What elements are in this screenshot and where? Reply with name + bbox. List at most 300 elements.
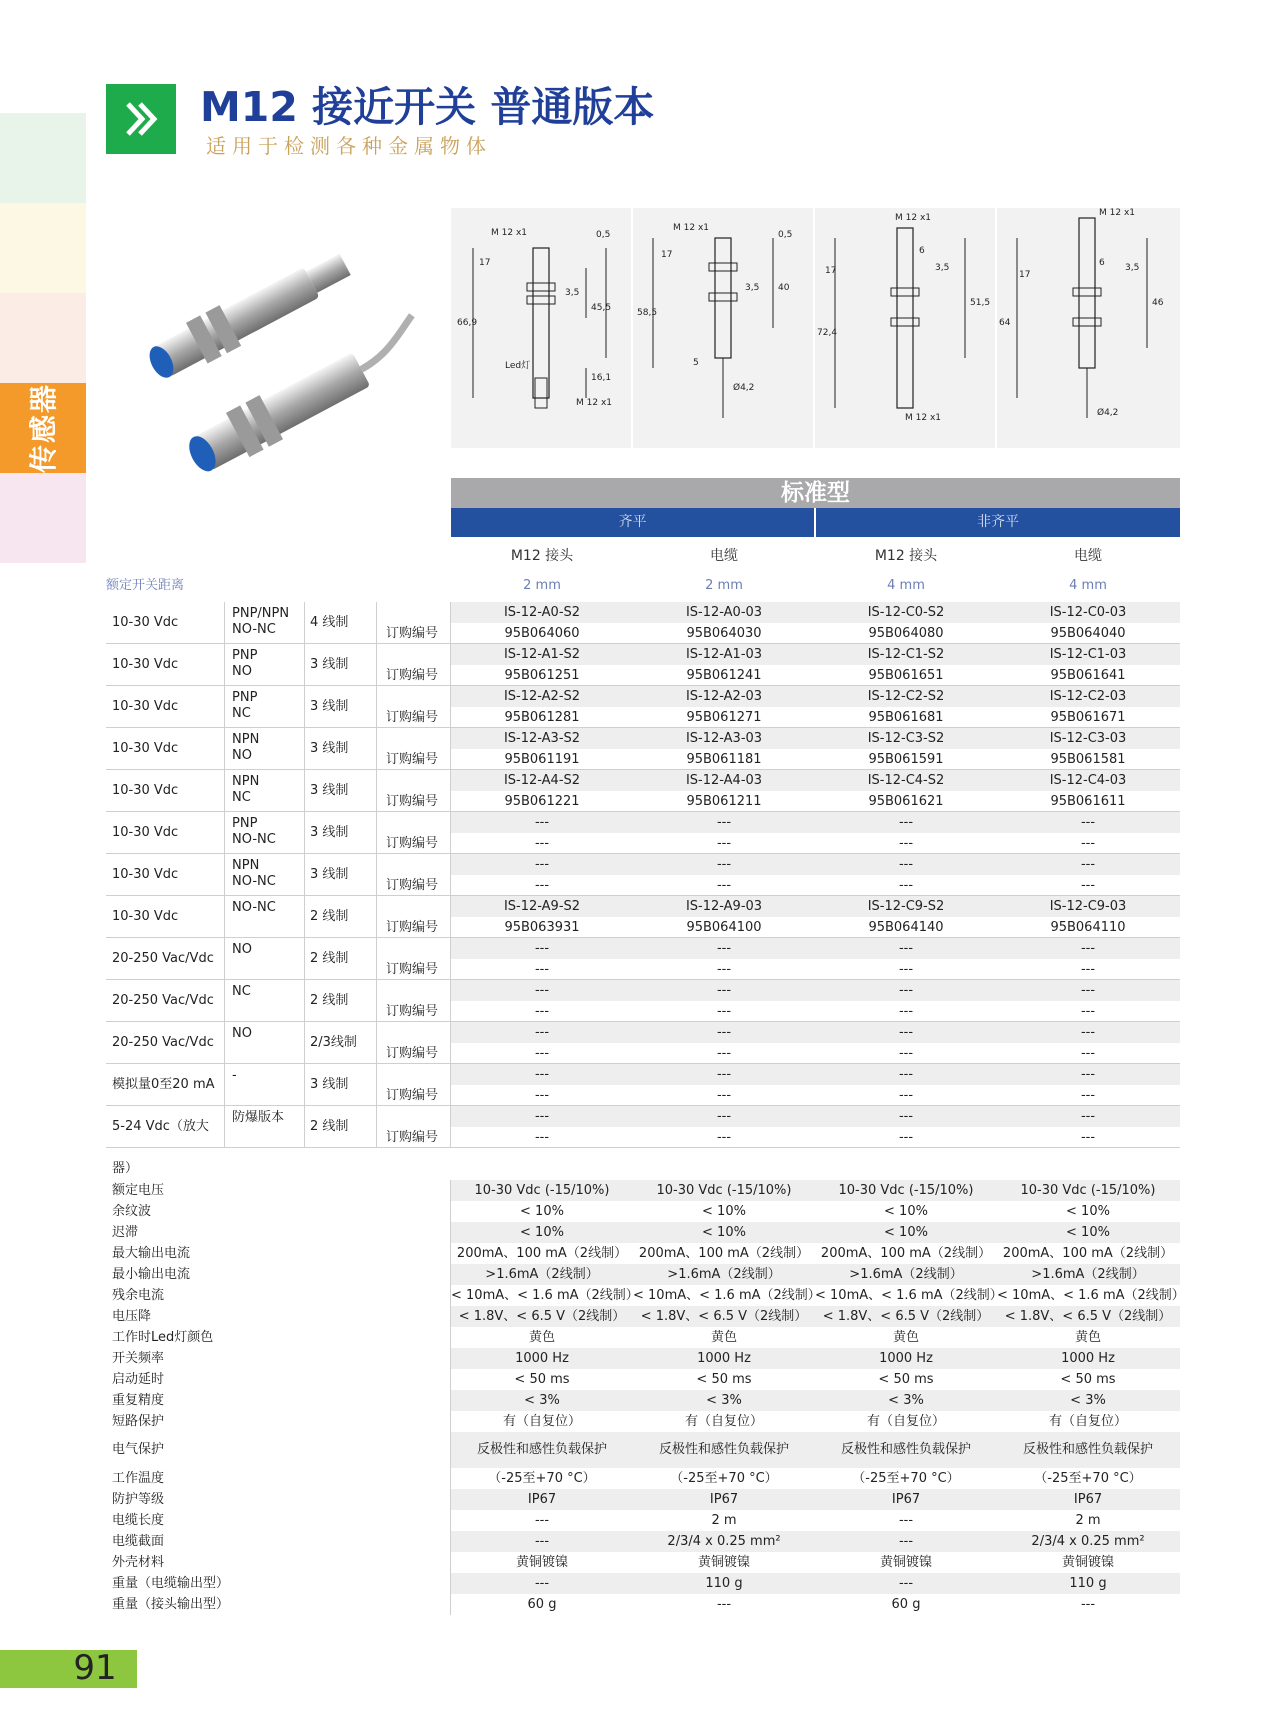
voltage-cell: 10-30 Vdc	[112, 741, 179, 756]
wire-cell: 3 线制	[310, 699, 349, 714]
drawing-label: 3,5	[565, 288, 580, 298]
spec-value: < 10mA、< 1.6 mA（2线制）	[633, 1288, 821, 1303]
spec-label: 最大输出电流	[112, 1246, 191, 1261]
wire-cell: 3 线制	[310, 867, 349, 882]
wire-cell: 2 线制	[310, 1119, 349, 1134]
spec-value: < 50 ms	[696, 1372, 752, 1387]
table-row	[106, 770, 1180, 812]
voltage-cell: 10-30 Vdc	[112, 657, 179, 672]
spec-value: 1000 Hz	[1061, 1351, 1115, 1366]
order-code-cell: 95B064040	[1050, 626, 1126, 641]
spec-value: < 10mA、< 1.6 mA（2线制）	[815, 1288, 1003, 1303]
order-number-label: 订购编号	[386, 836, 439, 851]
column-divider	[450, 1573, 451, 1594]
order-code-cell: 95B061271	[686, 710, 762, 725]
model-cell: IS-12-A0-S2	[503, 605, 581, 620]
output-type-line: NO	[232, 664, 252, 679]
model-cell: IS-12-C9-S2	[867, 899, 945, 914]
spec-value: < 1.8V、< 6.5 V（2线制）	[822, 1309, 990, 1324]
model-cell: IS-12-A3-03	[685, 731, 763, 746]
output-type-cell	[232, 816, 304, 848]
spec-label: 电压降	[112, 1309, 152, 1324]
order-code-cell: 95B061681	[868, 710, 944, 725]
spec-value: < 10%	[1066, 1225, 1110, 1240]
model-cell: ---	[716, 815, 732, 830]
output-type-line: NC	[232, 984, 251, 999]
spec-value: < 10%	[1066, 1204, 1110, 1219]
spec-value: ---	[898, 1576, 914, 1591]
drawing-label: 66,9	[457, 318, 478, 328]
column-divider	[224, 812, 225, 854]
spec-label: 迟滞	[112, 1225, 139, 1240]
model-cell: IS-12-A4-03	[685, 773, 763, 788]
spec-value: ---	[898, 1513, 914, 1528]
spec-value: ---	[534, 1576, 550, 1591]
drawing-label: 17	[479, 258, 491, 268]
model-cell: ---	[1080, 815, 1096, 830]
model-cell: IS-12-C0-03	[1049, 605, 1127, 620]
order-code-cell: 95B061191	[504, 752, 580, 767]
model-cell: ---	[1080, 1067, 1096, 1082]
spec-value: 黄铜镀镍	[697, 1555, 750, 1570]
column-divider	[304, 602, 305, 644]
order-code-cell: 95B061181	[686, 752, 762, 767]
spec-value: （-25至+70 °C）	[670, 1471, 778, 1486]
table-row	[106, 728, 1180, 770]
column-divider	[224, 686, 225, 728]
side-tab-label: 传感器	[27, 382, 60, 474]
spec-value: 2/3/4 x 0.25 mm²	[667, 1534, 781, 1549]
model-cell: ---	[1080, 983, 1096, 998]
column-header: 电缆	[1074, 548, 1102, 564]
order-code-cell: 95B064100	[686, 920, 762, 935]
spec-value: >1.6mA（2线制）	[1031, 1267, 1145, 1282]
spec-value: 黄铜镀镍	[1061, 1555, 1114, 1570]
order-code-cell: ---	[534, 1088, 550, 1103]
model-cell: IS-12-C1-S2	[867, 647, 945, 662]
column-divider	[224, 770, 225, 812]
order-number-label: 订购编号	[386, 794, 439, 809]
chevron-right-icon	[106, 84, 176, 154]
order-code-cell: 95B064030	[686, 626, 762, 641]
order-number-label: 订购编号	[386, 710, 439, 725]
drawing-label: 40	[778, 283, 790, 293]
spec-value: < 10mA、< 1.6 mA（2线制）	[451, 1288, 639, 1303]
spec-label: 重复精度	[112, 1393, 165, 1408]
wire-cell: 2 线制	[310, 951, 349, 966]
spec-row	[106, 1327, 1180, 1348]
model-cell: ---	[716, 1025, 732, 1040]
spec-row	[106, 1594, 1180, 1615]
order-number-label: 订购编号	[386, 752, 439, 767]
spec-label: 外壳材料	[112, 1555, 165, 1570]
drawing-nonflush-connector	[815, 208, 997, 448]
order-code-cell: 95B064140	[868, 920, 944, 935]
order-code-cell: ---	[716, 962, 732, 977]
output-type-line: NO-NC	[232, 874, 276, 889]
spec-row	[106, 1348, 1180, 1369]
output-type-line: NO-NC	[232, 832, 276, 847]
wire-cell: 2 线制	[310, 993, 349, 1008]
drawing-label: 3,5	[1125, 263, 1140, 273]
spec-value: < 1.8V、< 6.5 V（2线制）	[458, 1309, 626, 1324]
output-type-cell	[232, 690, 304, 722]
spec-label: 工作温度	[112, 1471, 165, 1486]
model-cell: IS-12-A0-03	[685, 605, 763, 620]
spec-value: IP67	[527, 1492, 557, 1507]
model-cell: ---	[534, 1109, 550, 1124]
drawing-label: 6	[919, 246, 925, 256]
model-cell: IS-12-A3-S2	[503, 731, 581, 746]
order-code-cell: 95B061281	[504, 710, 580, 725]
output-type-line: NPN	[232, 732, 260, 747]
spec-value: 200mA、100 mA（2线制）	[638, 1246, 810, 1261]
spec-value: 60 g	[527, 1597, 557, 1612]
order-code-cell: ---	[534, 836, 550, 851]
column-divider	[450, 1306, 451, 1327]
output-type-cell	[232, 648, 304, 680]
spec-value: 200mA、100 mA（2线制）	[820, 1246, 992, 1261]
spec-label: 残余电流	[112, 1288, 165, 1303]
column-divider	[224, 602, 225, 644]
order-code-cell: ---	[898, 836, 914, 851]
column-divider	[450, 1201, 451, 1222]
model-cell: IS-12-A1-S2	[503, 647, 581, 662]
spec-label: 短路保护	[112, 1414, 165, 1429]
column-divider	[450, 1243, 451, 1264]
spec-value: （-25至+70 °C）	[488, 1471, 596, 1486]
order-code-cell: ---	[716, 1088, 732, 1103]
spec-value: IP67	[1073, 1492, 1103, 1507]
spec-value: < 10%	[702, 1225, 746, 1240]
product-photo	[130, 248, 430, 478]
order-code-cell: ---	[534, 1130, 550, 1145]
column-divider	[304, 896, 305, 938]
column-divider	[450, 1489, 451, 1510]
output-type-line: NC	[232, 790, 251, 805]
distance-value: 2 mm	[705, 578, 743, 593]
output-type-line: NO	[232, 748, 252, 763]
drawing-label: 17	[1019, 270, 1031, 280]
column-divider	[304, 686, 305, 728]
table-row	[106, 686, 1180, 728]
column-divider	[450, 1468, 451, 1489]
model-cell: ---	[534, 815, 550, 830]
table-row	[106, 602, 1180, 644]
spec-value: 黄铜镀镍	[515, 1555, 568, 1570]
order-code-cell: 95B061651	[868, 668, 944, 683]
drawing-label: 0,5	[778, 230, 793, 240]
spec-value: >1.6mA（2线制）	[485, 1267, 599, 1282]
order-number-label: 订购编号	[386, 1046, 439, 1061]
order-code-cell: ---	[898, 1046, 914, 1061]
column-divider	[450, 1222, 451, 1243]
distance-value: 4 mm	[887, 578, 925, 593]
order-code-cell: ---	[1080, 878, 1096, 893]
spec-row	[106, 1369, 1180, 1390]
spec-value: IP67	[709, 1492, 739, 1507]
column-divider	[224, 854, 225, 896]
spec-label: 余纹波	[112, 1204, 152, 1219]
order-code-cell: 95B064110	[1050, 920, 1126, 935]
column-divider	[450, 1552, 451, 1573]
table-row	[106, 1064, 1180, 1106]
output-type-line: PNP	[232, 816, 258, 831]
column-divider	[450, 1348, 451, 1369]
table-row	[106, 938, 1180, 980]
model-cell: ---	[716, 857, 732, 872]
output-type-cell	[232, 606, 304, 638]
model-cell: ---	[1080, 857, 1096, 872]
output-type-line: PNP/NPN	[232, 606, 290, 621]
spec-row	[106, 1243, 1180, 1264]
order-code-cell: ---	[534, 962, 550, 977]
column-divider	[304, 728, 305, 770]
voltage-cell: 10-30 Vdc	[112, 615, 179, 630]
wire-cell: 3 线制	[310, 825, 349, 840]
spec-value: IP67	[891, 1492, 921, 1507]
output-type-line: -	[232, 1068, 237, 1083]
output-type-line: NO	[232, 1026, 252, 1041]
model-cell: ---	[716, 983, 732, 998]
spec-value: 10-30 Vdc (-15/10%)	[838, 1183, 974, 1198]
column-divider	[450, 1369, 451, 1390]
wire-cell: 3 线制	[310, 783, 349, 798]
voltage-cell: 10-30 Vdc	[112, 909, 179, 924]
voltage-cell: 10-30 Vdc	[112, 867, 179, 882]
spec-value: < 10%	[520, 1225, 564, 1240]
table-row	[106, 1106, 1180, 1176]
model-cell: ---	[1080, 1025, 1096, 1040]
order-number-label: 订购编号	[386, 962, 439, 977]
spec-row	[106, 1201, 1180, 1222]
spec-row	[106, 1306, 1180, 1327]
order-number-label: 订购编号	[386, 1004, 439, 1019]
drawing-label: M 12 x1	[895, 213, 931, 223]
spec-value: 黄色	[892, 1330, 919, 1345]
spec-label: 电缆长度	[112, 1513, 165, 1528]
column-divider	[450, 1285, 451, 1306]
drawing-label: 16,1	[591, 373, 612, 383]
spec-value: < 50 ms	[878, 1372, 934, 1387]
output-type-line: NPN	[232, 858, 260, 873]
order-code-cell: ---	[716, 836, 732, 851]
wire-cell: 2 线制	[310, 909, 349, 924]
output-type-line: NO	[232, 942, 252, 957]
order-code-cell: ---	[1080, 836, 1096, 851]
model-cell: ---	[716, 1067, 732, 1082]
table-row	[106, 644, 1180, 686]
column-divider	[450, 1411, 451, 1432]
side-strip-3	[0, 293, 86, 383]
order-code-cell: ---	[1080, 1088, 1096, 1103]
band-title: 标准型	[451, 478, 1180, 508]
spec-label: 启动延时	[112, 1372, 165, 1387]
spec-value: < 3%	[706, 1393, 742, 1408]
voltage-cell: 20-250 Vac/Vdc	[112, 993, 214, 1008]
order-code-cell: ---	[898, 962, 914, 977]
spec-row	[106, 1573, 1180, 1594]
order-code-cell: ---	[1080, 1004, 1096, 1019]
spec-value: < 50 ms	[514, 1372, 570, 1387]
voltage-cell: 20-250 Vac/Vdc	[112, 1035, 214, 1050]
order-code-cell: 95B061591	[868, 752, 944, 767]
order-number-label: 订购编号	[386, 878, 439, 893]
wire-cell: 3 线制	[310, 657, 349, 672]
order-code-cell: 95B061241	[686, 668, 762, 683]
output-type-cell	[232, 1110, 304, 1126]
spec-value: >1.6mA（2线制）	[667, 1267, 781, 1282]
order-code-cell: 95B064080	[868, 626, 944, 641]
spec-value: ---	[898, 1534, 914, 1549]
model-cell: IS-12-A4-S2	[503, 773, 581, 788]
order-code-cell: 95B061581	[1050, 752, 1126, 767]
spec-value: 110 g	[705, 1576, 743, 1591]
output-type-line: NO-NC	[232, 900, 276, 915]
spec-row	[106, 1285, 1185, 1306]
column-divider	[304, 770, 305, 812]
spec-value: 反极性和感性负载保护	[476, 1442, 607, 1457]
drawing-label: Ø4,2	[1097, 408, 1119, 418]
column-divider	[304, 1064, 305, 1106]
model-cell: IS-12-A2-S2	[503, 689, 581, 704]
drawing-label: 45,5	[591, 303, 612, 313]
spec-row	[106, 1552, 1180, 1573]
column-divider	[224, 896, 225, 938]
spec-value: 反极性和感性负载保护	[658, 1442, 789, 1457]
spec-value: 110 g	[1069, 1576, 1107, 1591]
drawing-nonflush-cable	[997, 208, 1177, 448]
model-cell: IS-12-C1-03	[1049, 647, 1127, 662]
order-code-cell: ---	[534, 1004, 550, 1019]
model-cell: IS-12-A1-03	[685, 647, 763, 662]
spec-label: 防护等级	[112, 1492, 165, 1507]
column-divider	[224, 644, 225, 686]
output-type-line: PNP	[232, 648, 258, 663]
spec-value: ---	[534, 1513, 550, 1528]
spec-label: 电缆截面	[112, 1534, 165, 1549]
model-cell: ---	[1080, 941, 1096, 956]
order-code-cell: ---	[716, 1004, 732, 1019]
voltage-cell: 10-30 Vdc	[112, 699, 179, 714]
table-row	[106, 812, 1180, 854]
model-cell: ---	[534, 1025, 550, 1040]
spec-label: 电气保护	[112, 1442, 165, 1457]
column-divider	[304, 854, 305, 896]
table-row	[106, 896, 1180, 938]
spec-row	[106, 1180, 1180, 1201]
drawing-label: Ø4,2	[733, 383, 755, 393]
model-cell: ---	[534, 941, 550, 956]
spec-row	[106, 1510, 1180, 1531]
model-cell: ---	[534, 857, 550, 872]
wire-cell: 3 线制	[310, 1077, 349, 1092]
column-divider	[304, 1106, 305, 1148]
drawing-label: M 12 x1	[576, 398, 612, 408]
drawing-label: M 12 x1	[673, 223, 709, 233]
column-divider	[224, 938, 225, 980]
spec-label: 最小输出电流	[112, 1267, 191, 1282]
order-code-cell: ---	[898, 1088, 914, 1103]
order-number-label: 订购编号	[386, 1130, 439, 1145]
order-code-cell: ---	[716, 1046, 732, 1061]
spec-value: 有（自复位）	[866, 1414, 945, 1429]
model-cell: ---	[534, 1067, 550, 1082]
voltage-cell: 20-250 Vac/Vdc	[112, 951, 214, 966]
output-type-line: NO-NC	[232, 622, 276, 637]
spec-value: 1000 Hz	[697, 1351, 751, 1366]
drawing-flush-connector	[451, 208, 633, 448]
order-code-cell: ---	[716, 878, 732, 893]
drawing-label: Led灯	[505, 361, 531, 371]
spec-value: < 3%	[1070, 1393, 1106, 1408]
order-code-cell: 95B061641	[1050, 668, 1126, 683]
spec-value: < 50 ms	[1060, 1372, 1116, 1387]
spec-value: 1000 Hz	[879, 1351, 933, 1366]
page-subtitle: 适用于检测各种金属物体	[206, 134, 492, 158]
spec-value: < 1.8V、< 6.5 V（2线制）	[640, 1309, 808, 1324]
spec-value: 10-30 Vdc (-15/10%)	[1020, 1183, 1156, 1198]
order-code-cell: ---	[716, 1130, 732, 1145]
drawing-label: 64	[999, 318, 1011, 328]
model-cell: IS-12-C2-03	[1049, 689, 1127, 704]
spec-label: 开关频率	[112, 1351, 165, 1366]
voltage-cell: 5-24 Vdc（放大器）	[112, 1119, 209, 1176]
column-divider	[450, 1327, 451, 1348]
spec-value: < 10%	[884, 1225, 928, 1240]
column-divider	[450, 1264, 451, 1285]
spec-value: ---	[1080, 1597, 1096, 1612]
spec-value: 黄色	[710, 1330, 737, 1345]
spec-value: 2 m	[1075, 1513, 1101, 1528]
column-divider	[450, 1531, 451, 1552]
order-code-cell: 95B063931	[504, 920, 580, 935]
output-type-line: NPN	[232, 774, 260, 789]
drawing-label: 3,5	[745, 283, 760, 293]
drawing-label: 17	[825, 266, 837, 276]
column-header: M12 接头	[874, 548, 938, 564]
model-cell: ---	[898, 941, 914, 956]
spec-value: < 10%	[884, 1204, 928, 1219]
order-number-label: 订购编号	[386, 1088, 439, 1103]
model-cell: ---	[716, 1109, 732, 1124]
column-divider	[304, 1022, 305, 1064]
model-cell: IS-12-A9-S2	[503, 899, 581, 914]
spec-row	[106, 1411, 1180, 1432]
spec-value: 有（自复位）	[1048, 1414, 1127, 1429]
model-cell: ---	[898, 857, 914, 872]
spec-label: 工作时Led灯颜色	[112, 1330, 214, 1345]
model-cell: IS-12-C4-S2	[867, 773, 945, 788]
spec-value: 反极性和感性负载保护	[1022, 1442, 1153, 1457]
model-cell: IS-12-A9-03	[685, 899, 763, 914]
spec-row	[106, 1432, 1180, 1468]
order-code-cell: ---	[534, 1046, 550, 1061]
page-number: 91	[73, 1648, 117, 1688]
output-type-cell	[232, 1026, 304, 1042]
drawing-label: M 12 x1	[491, 228, 527, 238]
order-code-cell: ---	[898, 1004, 914, 1019]
model-cell: ---	[898, 1109, 914, 1124]
order-code-cell: 95B061621	[868, 794, 944, 809]
spec-value: 黄铜镀镍	[879, 1555, 932, 1570]
drawing-label: 72,4	[817, 328, 838, 338]
order-number-label: 订购编号	[386, 626, 439, 641]
spec-value: < 10%	[520, 1204, 564, 1219]
spec-value: ---	[716, 1597, 732, 1612]
order-code-cell: 95B061671	[1050, 710, 1126, 725]
column-header: M12 接头	[510, 548, 574, 564]
